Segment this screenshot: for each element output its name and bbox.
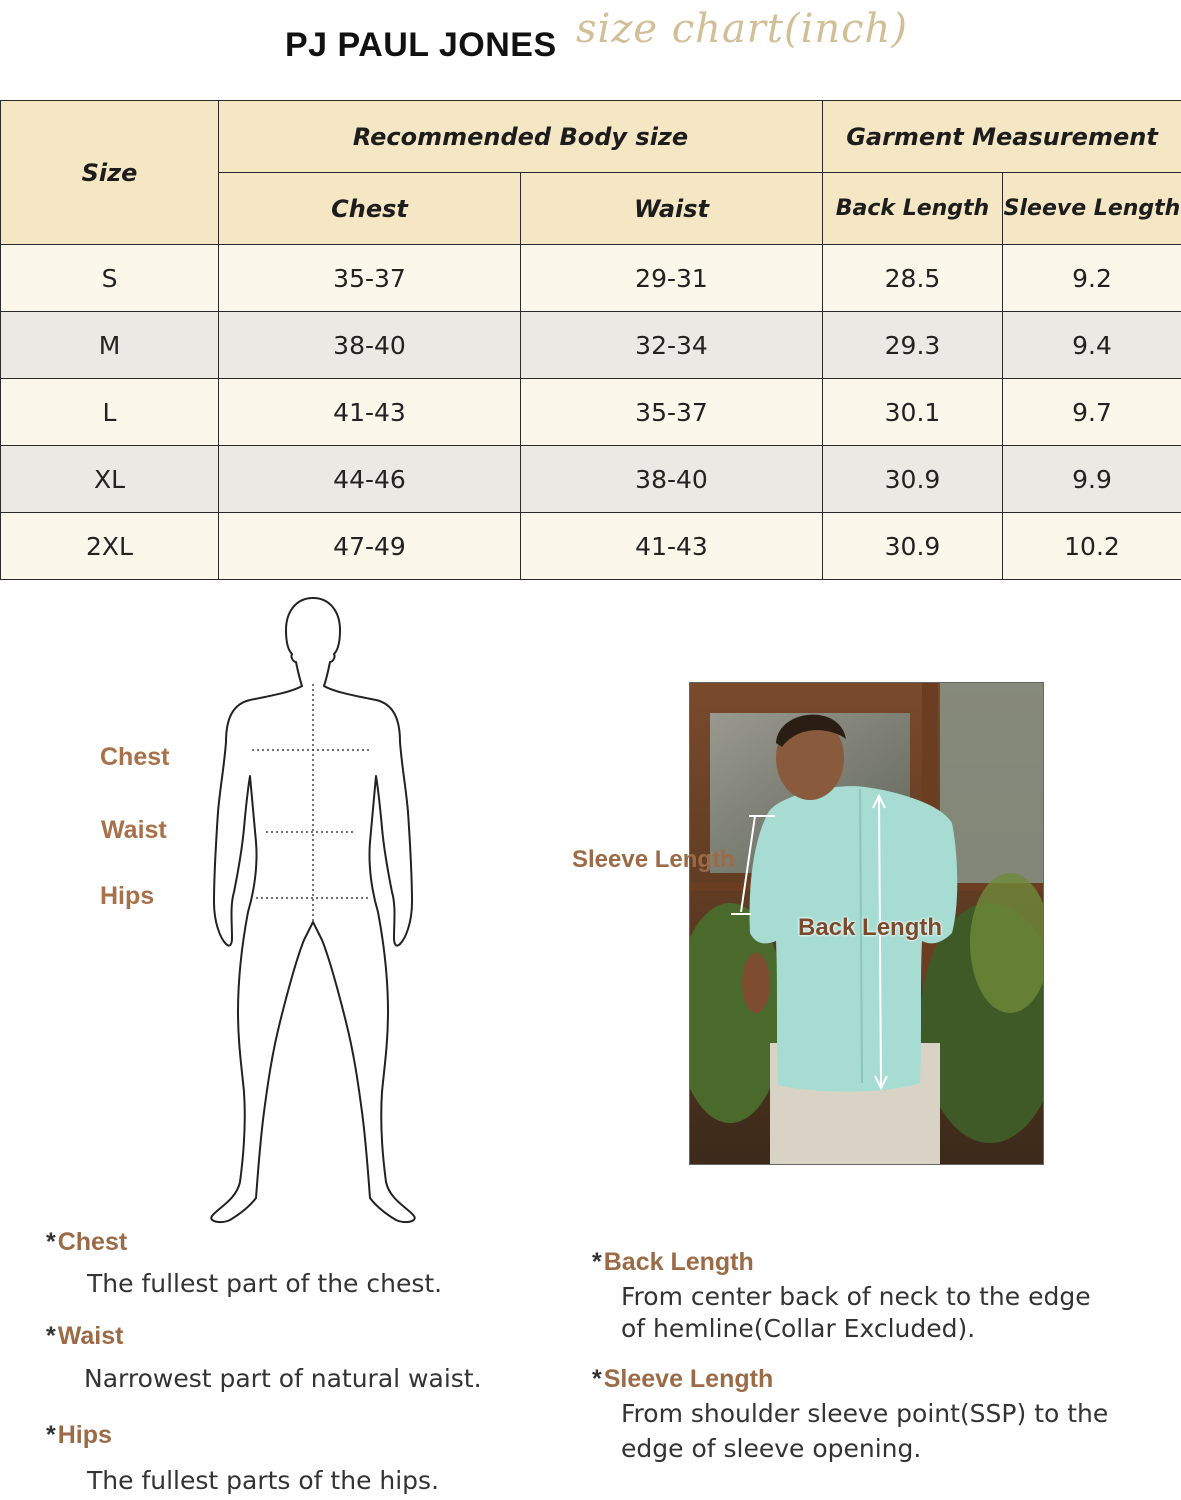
hips-definition-title: *Hips (46, 1421, 112, 1449)
sleeve-length-definition-line2: edge of sleeve opening. (621, 1434, 922, 1463)
waist-cell: 41-43 (521, 513, 823, 580)
back-length-definition-title: *Back Length (592, 1248, 754, 1276)
asterisk-icon: * (46, 1228, 56, 1256)
size-cell: S (1, 245, 219, 312)
chest-cell: 38-40 (219, 312, 521, 379)
brand-name: PJ PAUL JONES (285, 26, 557, 64)
chest-definition-text: The fullest part of the chest. (87, 1269, 443, 1298)
chest-cell: 47-49 (219, 513, 521, 580)
back-length-definition-line1: From center back of neck to the edge (621, 1282, 1091, 1311)
size-cell: 2XL (1, 513, 219, 580)
table-row (1, 245, 1181, 312)
size-cell: L (1, 379, 219, 446)
size-table (0, 100, 1181, 580)
waist-cell: 38-40 (521, 446, 823, 513)
back-length-cell: 30.9 (823, 446, 1003, 513)
size-header: Size (1, 101, 219, 245)
back-length-cell: 30.9 (823, 513, 1003, 580)
chest-cell: 41-43 (219, 379, 521, 446)
garment-measurement-header: Garment Measurement (823, 101, 1181, 173)
chest-column-header: Chest (219, 173, 521, 245)
waist-cell: 29-31 (521, 245, 823, 312)
sleeve-length-cell: 9.9 (1003, 446, 1181, 513)
size-chart-script-title: size chart(inch) (576, 6, 908, 52)
hips-definition-text: The fullest parts of the hips. (87, 1466, 440, 1495)
table-row (1, 446, 1181, 513)
chest-cell: 44-46 (219, 446, 521, 513)
title-row (0, 0, 1181, 100)
recommended-body-size-header: Recommended Body size (219, 101, 823, 173)
sleeve-length-cell: 9.4 (1003, 312, 1181, 379)
sleeve-length-definition-title: *Sleeve Length (592, 1365, 774, 1393)
sleeve-length-cell: 9.7 (1003, 379, 1181, 446)
back-length-cell: 29.3 (823, 312, 1003, 379)
sleeve-length-photo-label: Sleeve Length (572, 846, 735, 873)
sleeve-length-cell: 9.2 (1003, 245, 1181, 312)
waist-column-header: Waist (521, 173, 823, 245)
size-cell: XL (1, 446, 219, 513)
back-length-photo-label: Back Length (798, 914, 943, 941)
chest-definition-title: *Chest (46, 1228, 128, 1256)
sleeve-length-definition-line1: From shoulder sleeve point(SSP) to the (621, 1399, 1109, 1428)
back-length-cell: 28.5 (823, 245, 1003, 312)
chest-cell: 35-37 (219, 245, 521, 312)
waist-figure-label: Waist (101, 816, 167, 844)
waist-cell: 32-34 (521, 312, 823, 379)
chest-figure-label: Chest (100, 743, 170, 771)
asterisk-icon: * (592, 1365, 602, 1393)
asterisk-icon: * (46, 1421, 56, 1449)
waist-definition-text: Narrowest part of natural waist. (84, 1364, 482, 1393)
sleeve-length-column-header: Sleeve Length (1003, 173, 1181, 245)
table-row (1, 513, 1181, 580)
back-length-cell: 30.1 (823, 379, 1003, 446)
table-row (1, 379, 1181, 446)
size-cell: M (1, 312, 219, 379)
waist-definition-title: *Waist (46, 1322, 124, 1350)
hips-figure-label: Hips (100, 882, 155, 910)
table-row (1, 312, 1181, 379)
sleeve-length-cell: 10.2 (1003, 513, 1181, 580)
back-length-definition-line2: of hemline(Collar Excluded). (621, 1314, 976, 1343)
waist-cell: 35-37 (521, 379, 823, 446)
body-outline-figure (200, 592, 440, 1232)
back-length-column-header: Back Length (823, 173, 1003, 245)
asterisk-icon: * (592, 1248, 602, 1276)
asterisk-icon: * (46, 1322, 56, 1350)
